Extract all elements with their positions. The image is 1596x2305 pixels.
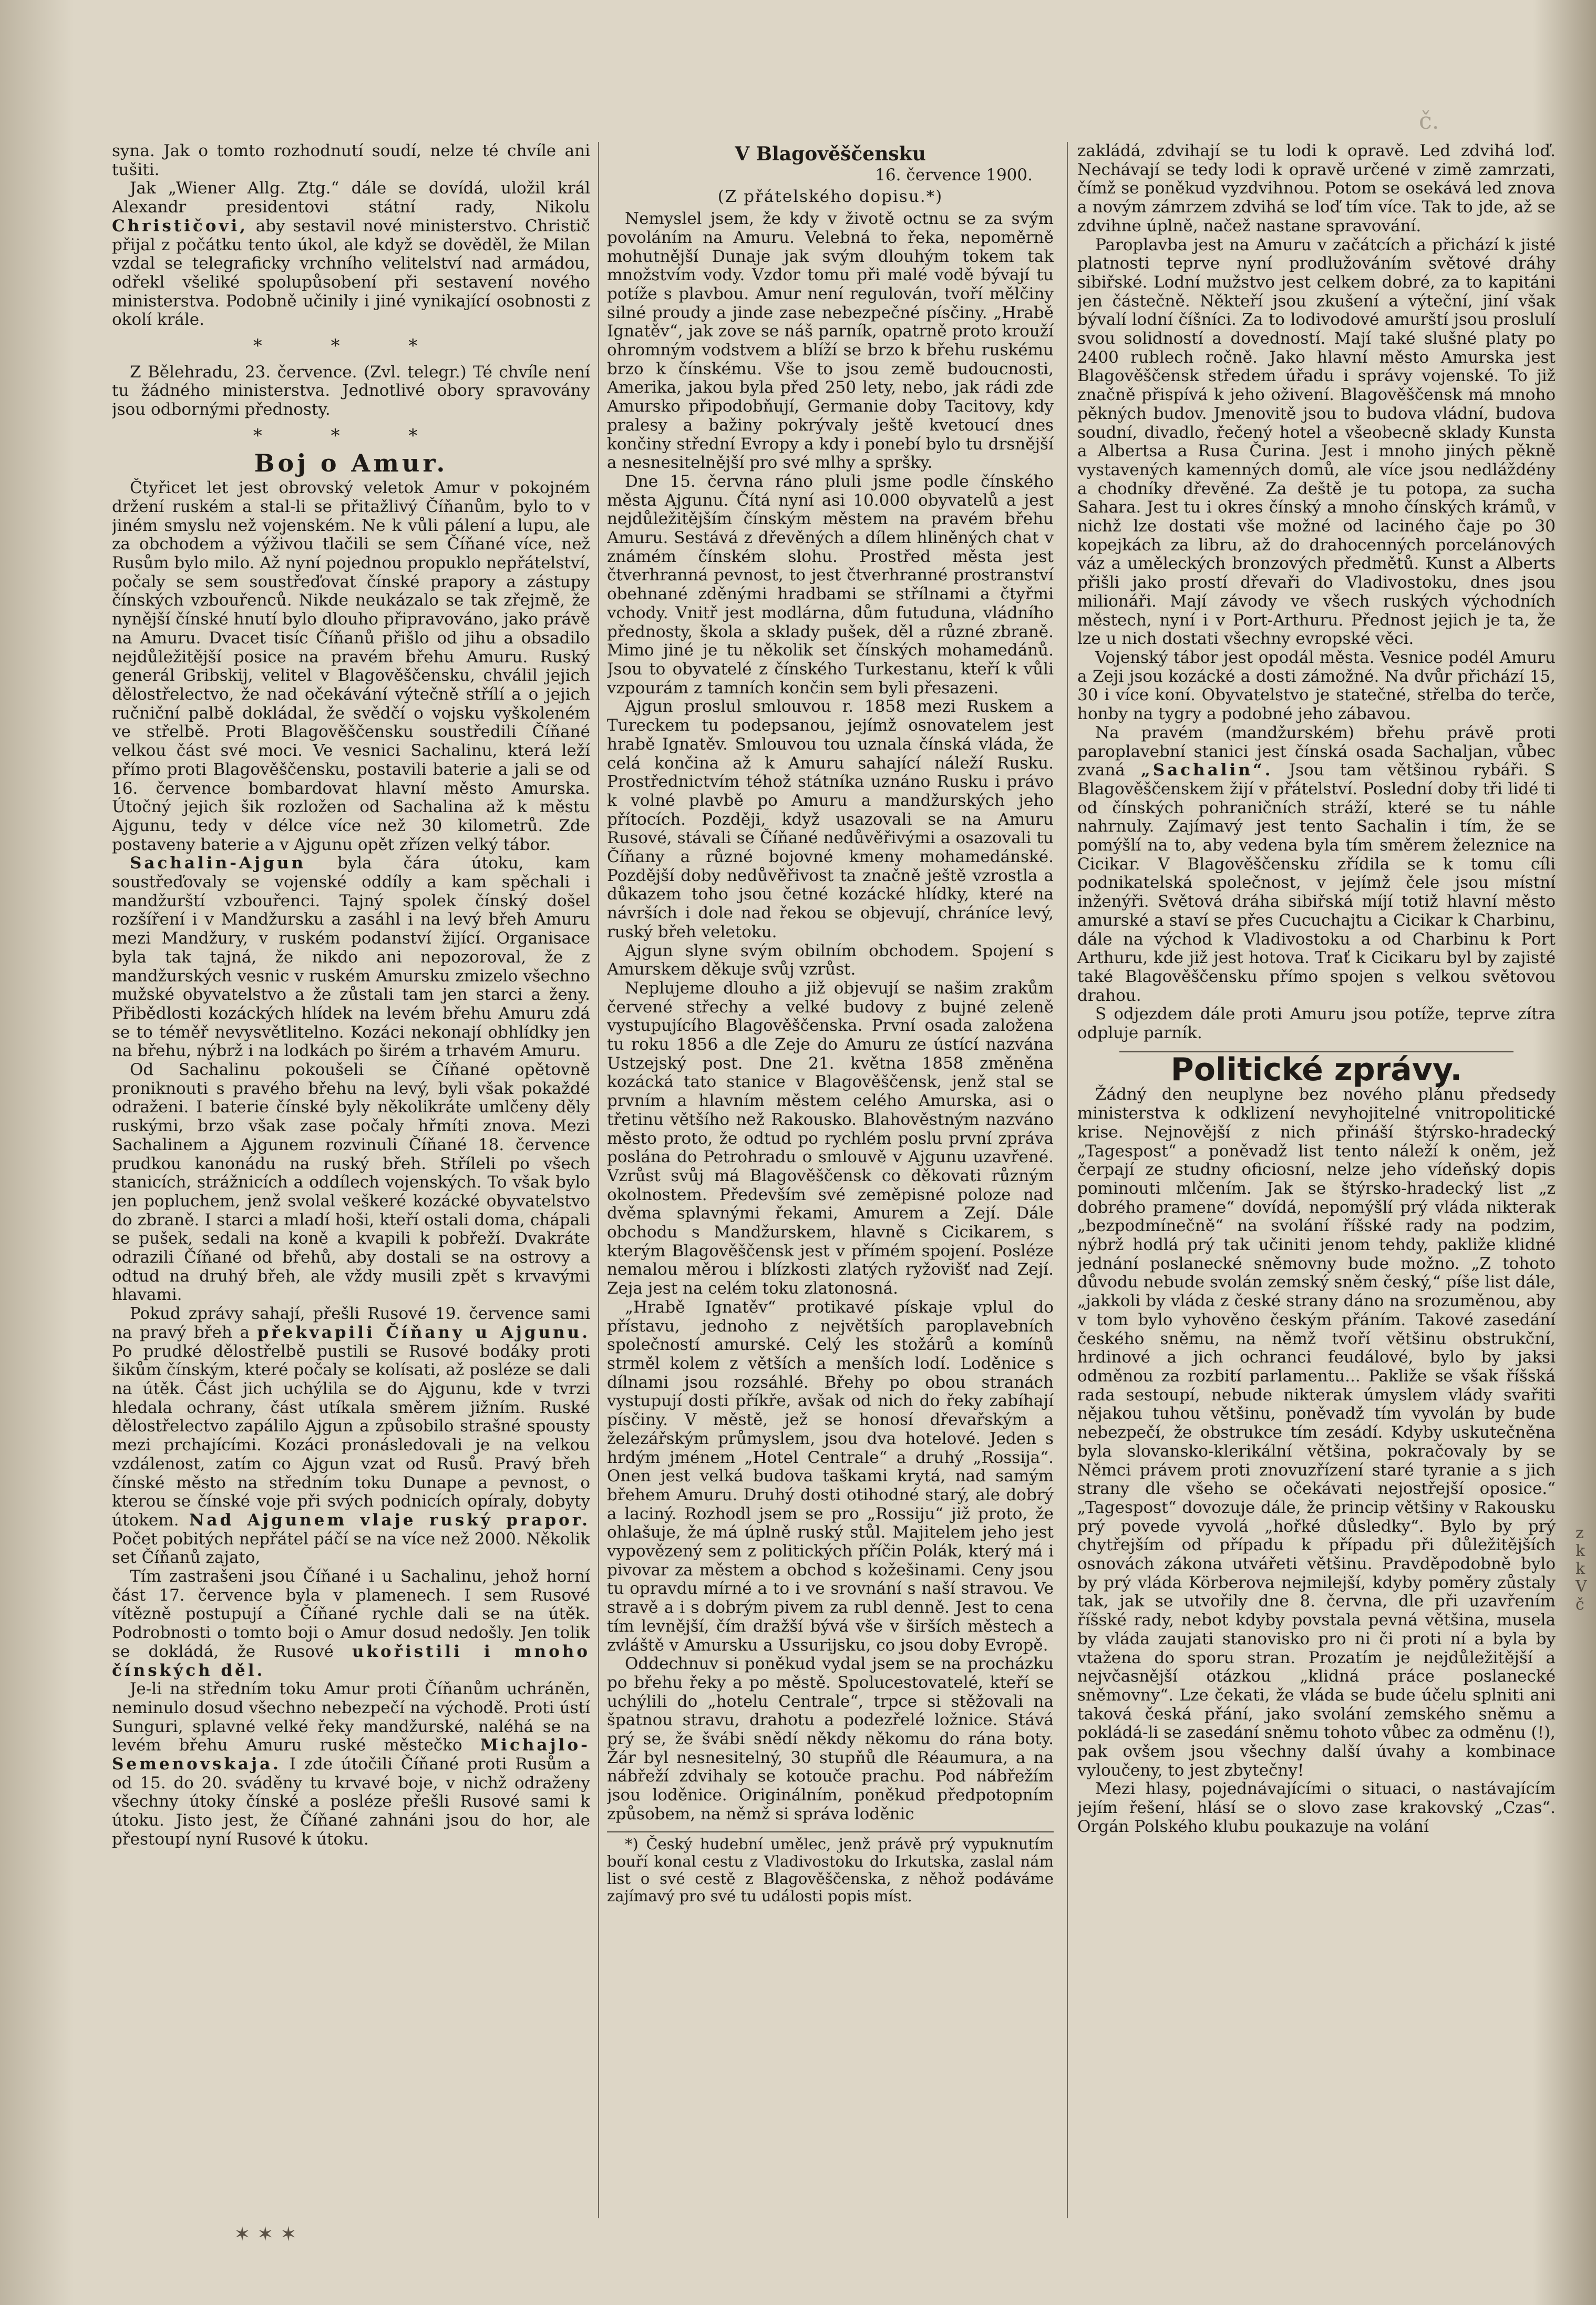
paragraph: Oddechnuv si poněkud vydal jsem se na procházku po břehu řeky a po městě. Spolucestovatelé, kteří se uchýlili do „hotelu Centrale“, trpce si stěžovali na špatnou stravu, drahotu a podezřelé ložnice. Stává prý se, že švábi snědí někdy někomu do rána boty. Žár byl nesnesitelný, 30 stupňů dle Réaumura, a na nábřeží zdvihaly se kotouče prachu. Pod nábřežím jsou loděnice. Originálním, poněkud předpotopním způsobem, na němž si správa loděnic: [607, 1654, 1054, 1823]
spaced-name: Michajlo-Semenovskaja.: [112, 1736, 590, 1774]
spaced-name: „Sachalin“.: [1140, 761, 1273, 780]
paragraph: [112, 1305, 590, 1568]
text-run: Počet pobitých nepřátel páčí se na více než 2000. Několik set Číňanů zajato,: [112, 1529, 590, 1568]
paragraph: Nemyslel jsem, že kdy v životě octnu se za svým povoláním na Amuru. Velebná to řeka, nepoměrně mohutnější Dunaje jak svým dlouhým tokem tak množstvím vody. Vzdor tomu při malé vodě bývají tu potíže s plavbou. Amur není regulován, tvoří mělčiny silné proudy a jinde zase nebezpečné písčiny. „Hrabě Ignatěv“, jak zove se náš parník, opatrně proto krouží ohromným vodstvem a blíží se brzo k břehu ruskému brzo k čínskému. Vše to jsou země budoucnosti, Amerika, jakou byla před 250 lety, nebo, jak rádi zde Amursko připodobňují, Germanie doby Tacitovy, kdy pralesy a bažiny pokrývaly ještě kvetoucí dnes končiny střední Evropy a kdy i ponebí bylo tu drsnější a nesnesitelnější pro své mlhy a spršky.: [607, 209, 1054, 473]
article-heading-blagovescensk: V Blagověščensku: [735, 143, 926, 165]
paragraph: Mezi hlasy, pojednávajícími o situaci, o nastávajícím jejím řešení, hlásí se o slovo zase krakovský „Czas“. Orgán Polského klubu poukazuje na volání: [1077, 1779, 1556, 1836]
spaced-name: Christičovi,: [112, 216, 249, 235]
paragraph: [112, 1568, 590, 1680]
spaced-phrase: Nad Ajgunem vlaje ruský prapor.: [189, 1510, 590, 1530]
section-stars: * * *: [253, 425, 449, 446]
edge-letter: č: [1576, 1595, 1584, 1614]
paragraph: syna. Jak o tomto rozhodnutí soudí, nelze té chvíle ani tušiti.: [112, 142, 590, 179]
edge-cut-letters: [1576, 1524, 1594, 1614]
paragraph: Žádný den neuplyne bez nového plánu předsedy ministerstva k odklizení nevyhojitelné vnitropolitické krise. Nejnovější z nich přináší štýrsko-hradecký „Tagespost“ a poněvadž list tento náleží k oněm, jež čerpají ze studny oficiosní, nelze jeho vídeňský dopis pominouti mlčením. Jak se štýrsko-hradecký list „z dobrého pramene“ dovídá, nepomýšlí prý vláda nikterak „bezpodmínečně“ na svolání říšské rady na podzim, nýbrž hodlá prý tak učiniti jenom tehdy, pakliže klidné jednání poslanecké sněmovny bude možno. „Z tohoto důvodu nebude svolán zemský sněm český,“ píše list dále, „jakkoli by vláda z české strany dáno na srozuměnou, aby v tom bylo vyhověno českým přáním. Takové zasedání českého sněmu, na němž tvoří většinu obstrukční, hrdinové a jich ochranci feudálové, bylo by jaksi odměnou za rozbití parlamentu... Pakliže se však říšská rada sestoupí, nebude nikterak úmyslem vlády svařiti nějakou tuhou většinu, poněvadž tím vyvolán by bude nebezpečí, že obstrukce tím zesádí. Kdyby uskutečněna byla slovansko-klerikální většina, pokračovaly by se Němci právem proti znovuzřízení staré tyranie a s jich strany dle všeho se očekávati nejostřejší oposice.“ „Tagespost“ dovozuje dále, že princip většiny v Rakousku prý povede vyvolá „hořké důsledky“. Bylo by prý chytřejším od případu k případu při důležitějších osnovách zákona utvářeti většinu. Pravděpodobně bylo by prý vláda Körberova nejmilejší, kdyby poměry zůstaly tak, jak se utvořily dne 8. června, dle při uzavřením říšské rady, nebot kdyby povstala pevná většina, musela by vláda zaujati stanovisko pro ni či proti ní a byla by vtažena do sporu stran. Prozatím je nejdůležitější a nejvčasnější otázkou „klidná práce poslanecké sněmovny“. Lze čekati, že vláda se bude účelu splniti ani taková česká přání, jako svolání zemského sněmu a pokládá-li se zasedání sněmu tohoto vůbec za odměnu (!), pak ovšem jsou všechny další úvahy a kombinace vyloučeny, to jest zbytečny!: [1077, 1085, 1556, 1780]
edge-letter: z: [1576, 1524, 1584, 1542]
paragraph: Z Bělehradu, 23. července. (Zvl. telegr.) Té chvíle není tu žádného ministerstva. Jednotlivé obory spravovány jsou odbornými přednosty.: [112, 362, 590, 419]
edge-letter: V: [1576, 1577, 1587, 1596]
footnote: *) Český hudební umělec, jenž právě prý vypuknutím bouří konal cestu z Vladivostoku do Irkutska, zaslal nám list o své cestě z Blagověščenska, z něhož podáváme zajímavý pro své tu události popis míst.: [607, 1831, 1054, 1905]
text-run: I zde útočili Číňané proti Rusům a od 15. do 20. sváděny tu krvavé boje, v nichž odraženy všechny útoky čínské a posléze přešli Rusové sami k útoku. Jisto jest, že Číňané zahnáni jsou do hor, ale přestoupí nyní Rusové k útoku.: [112, 1755, 590, 1849]
spaced-name: Sachalin-Ajgun: [130, 854, 306, 873]
text-run: aby sestavil nové ministerstvo. Christič přijal z počátku tento úkol, ale když se dověděl, že Milan vzdal se telegraficky vrchního velitelství nad armádou, odřekl všeliké spolupůsobení při sestavení nového ministerstva. Podobně učinily i jiné vynikající osobnosti z okolí krále.: [112, 216, 590, 330]
column-3: [1077, 142, 1556, 2239]
section-heading-politicke-zpravy: Politické zprávy.: [1170, 1051, 1463, 1088]
paragraph: [112, 179, 590, 330]
column-rule-2: [1067, 142, 1068, 2218]
paragraph: Vojenský tábor jest opodál města. Vesnice podél Amuru a Zeji jsou kozácké a dosti zámožné. Na dvůr přichází 15, 30 i více koní. Obyvatelstvo je statečné, střelba do terče, honby na tygry a podobné jeho zábavou.: [1077, 648, 1556, 724]
column-2: [607, 142, 1054, 2239]
text-run: Je-li na středním toku Amur proti Číňanům uchráněn, neminulo dosud všechno nebezpečí na východě. Proti ústí Sunguri, splavné velké řeky mandžurské, naléhá se na levém břehu Amuru ruské městečko: [112, 1679, 590, 1755]
paragraph: Čtyřicet let jest obrovský veletok Amur v pokojném držení ruském a stal-li se přitažlivý Číňanům, bylo to v jiném smyslu než vojenském. Ne k vůli pálení a lupu, ale za obchodem a výživou tlačili se sem Číňané více, než Rusům bylo milo. Až nyní pojednou propuklo nepřátelství, počaly se sem soustřeďovat čínské prapory a zástupy čínských vzbouřenců. Nikde neukázalo se tak zřejmě, že nynější čínské hnutí bylo dlouho připravováno, jako právě na Amuru. Dvacet tisíc Číňanů přišlo od jihu a obsadilo nejdůležitější posice na pravém břehu Amuru. Ruský generál Gribskij, velitel v Blagověščensku, chválil jejich dělostřelectvo, že nad očekávání výtečně střílí a o jejich ručniční palbě dokládal, že svědčí o vojsku vyškoleném ve střelbě. Proti Blagověščensku soustředili Číňané velkou část své moci. Ve vesnici Sachalinu, která leží přímo proti Blagověščensku, postavili baterie a jali se od 16. července bombardovat hlavní město Amurska. Útočný jejich šik rozložen od Sachalina až k městu Ajgunu, tedy v délce více než 30 kilometrů. Zde postaveny baterie a v Ajgunu opět zřízen velký tábor.: [112, 478, 590, 854]
paragraph: Od Sachalinu pokoušeli se Číňané opětovně proniknouti s pravého břehu na levý, byli však pokaždé odraženi. I baterie čínské byly několikráte umlčeny děly ruskými, brzo však zase počaly hřmíti znova. Mezi Sachalinem a Ajgunem rozvinuli Číňané 18. července prudkou kanonádu na ruský břeh. Stříleli po všech stanicích, strážnicích a oddílech vojenských. To však bylo jen popluchem, jenž svolal veškeré kozácké obyvatelstvo do zbraně. I starci a mladí hoši, kteří ostali doma, chápali se pušek, sedali na koně a kvapili k pobřeží. Dvakráte odrazili Číňané od břehů, aby dostali se na ostrovy a odtud na druhý břeh, ale vždy musili zpět s krvavými hlavami.: [112, 1060, 590, 1305]
spaced-phrase: ukořistili i mnoho čínských děl.: [112, 1642, 590, 1680]
paragraph: [112, 1680, 590, 1849]
spaced-phrase: překvapili Číňany u Ajgunu.: [257, 1323, 590, 1342]
text-run: Jsou tam většinou rybáři. S Blagověščenskem žijí v přátelství. Poslední doby tři lidé ti od čínských pohraničních stráží, které se tu náhle nahrnuly. Zajímavý jest tento Sachalin i tím, že se pomýšlí na to, aby vedena byla tím směrem železnice na Cicikar. V Blagověščensku zřídila se k tomu cíli podnikatelská společnost, v jejímž čele jsou místní inženýři. Světová dráha sibiřská míjí totiž hlavní město amurské a staví se přes Cucuchajtu a Cicikar k Charbinu, dále na východ k Vladivostoku a od Charbinu k Port Arthuru, kde již jest hotova. Trať k Cicikaru byl by zajisté také Blagověščensku přímo spojen s velkou světovou drahou.: [1077, 761, 1556, 1005]
paragraph: zakládá, zdvihají se tu lodi k opravě. Led zdvihá loď. Nechávají se tedy lodi k opravě určené v zimě zamrzati, čímž se poněkud vyzdvihnou. Potom se osekává led znova a novým zámrzem zdvihá se loď tím více. Tak to jde, až se zdvihne úplně, načež nastane spravování.: [1077, 142, 1556, 235]
paragraph: S odjezdem dále proti Amuru jsou potíže, teprve zítra odpluje parník.: [1077, 1005, 1556, 1043]
section-stars: * * *: [253, 335, 449, 357]
text-run: Jak „Wiener Allg. Ztg.“ dále se dovídá, uložil král Alexandr presidentovi státní rady, Nikolu: [112, 179, 590, 217]
paragraph: Ajgun proslul smlouvou r. 1858 mezi Ruskem a Tureckem tu podepsanou, jejímž osnovatelem jest hrabě Ignatěv. Smlouvou tou uznala čínská vláda, že celá končina až k Amuru sahající náleží Rusku. Prostřednictvím téhož státníka uznáno Rusku i právo k volné plavbě po Amuru a mandžurských jeho přítocích. Později, když usazovali se na Amuru Rusové, stávali se Číňané nedůvěřivými a osazovali tu Číňany a různé bojovné kmeny mohamedánské. Pozdější doby nedůvěřivost ta značně ještě vzrostla a důkazem toho jsou četné kozácké hlídky, které na návrších i dole nad řekou se objevují, chráníce levý, ruský břeh veletoku.: [607, 697, 1054, 941]
faded-page-header: [1419, 108, 1513, 145]
paragraph: Paroplavba jest na Amuru v začátcích a přichází k jisté platnosti teprve nyní prodlužováním světové dráhy sibiřské. Lodní mužstvo jest celkem dobré, za to kapitáni jen částečně. Někteří jsou zkušení a výteční, jiní však bývalí lodní číšníci. Za to lodivodové amurští jsou proslulí svou solidností a dovedností. Mají také slušné platy po 2400 rublech ročně. Jako hlavní město Amurska jest Blagověščensk středem úřadu i správy vojenské. To již značně přispívá k jeho oživení. Blagověščensk má mnoho pěkných budov. Jmenovitě jsou to budova vládní, budova soudní, divadlo, řečený hotel a všeobecně sklady Kunsta a Albertsa a Rusa Čurina. Jest i mnoho jiných pěkně vystavených kamenných domů, ale více jsou nedláždény a chodníky dřevěné. Za deště je tu potopa, za sucha Sahara. Jest tu i okres čínský a mnoho čínských krámů, v nichž lze dostati vše možné od laciného čaje po 30 kopejkách za libru, až do drahocenných porcelánových váz a uměleckých bronzových předmětů. Kunst a Alberts přišli jako prostí dřevaři do Vladivostoku, dnes jsou milionáři. Mají závody ve všech ruských východních městech, nyní i v Port-Arthuru. Přednost jejich je ta, že lze u nich dostati všechny evropské věci.: [1077, 235, 1556, 649]
faded-header-left: č.: [1419, 108, 1439, 135]
text-run: Na pravém (mandžurském) břehu právě proti paroplavební stanici jest čínská osada Sachaljan, vůbec zvaná: [1077, 723, 1556, 780]
edge-letter: k: [1576, 1560, 1585, 1578]
paragraph: Ajgun slyne svým obilním obchodem. Spojení s Amurskem děkuje svůj vzrůst.: [607, 941, 1054, 979]
paragraph: Dne 15. června ráno pluli jsme podle čínského města Ajgunu. Čítá nyní asi 10.000 obyvatelů a jest nejdůležitějším čínským městem na pravém břehu Amuru. Sestává z dřevěných a dílem hliněných chat v známém čínském slohu. Prostřed města jest čtverhranná pevnost, to jest čtverhranné prostranství obehnané zděnými hradbami se střílnami a čtyřmi vchody. Vnitř jest modlárna, dům futuduna, vládního přednosty, škola a sklady pušek, děl a různé zbraně. Mimo jiné je tu několik set čínských mohamedánů. Jsou to obyvatelé z čínského Turkestanu, kteří k vůli vzpourám z tamních končin sem byli přesazeni.: [607, 472, 1054, 698]
paragraph: [112, 854, 590, 1061]
article-subheading: (Z přátelského dopisu.*): [717, 187, 943, 207]
text-run: Tím zastrašeni jsou Číňané i u Sachalinu, jehož horní část 17. července byla v plamenech. I sem Rusové vítězně postupují a Číňané rychle dali se na útěk. Podrobnosti o tomto boji o Amur dosud nedošly. Jen tolik se dokládá, že Rusové: [112, 1567, 590, 1661]
column-rule-1: [598, 142, 599, 2218]
paragraph: [1077, 724, 1556, 1006]
page-shadow-left: [0, 0, 74, 2305]
text-run: Po prudké dělostřelbě pustili se Rusové bodáky proti šikům čínským, které počaly se kolísati, až posléze se dali na útěk. Část jich uchýlila se do Ajgunu, kde v tvrzi hledala ochrany, část utíkala směrem jižním. Ruské dělostřelectvo zapálilo Ajgun a způsobilo strašné spousty mezi prchajícími. Kozáci pronásledovali je na velkou vzdálenost, zatím co Ajgun vzat od Rusů. Pravý břeh čínské město na středním toku Dunape a pevnost, o kterou se čínské voje při svých podnicích opíraly, dobyty útokem.: [112, 1341, 590, 1530]
bottom-ornament: ✶ ✶ ✶: [234, 2222, 297, 2246]
edge-letter: k: [1576, 1542, 1585, 1560]
text-run: Pokud zprávy sahají, přešli Rusové 19. července sami na pravý břeh a: [112, 1304, 590, 1342]
text-run: byla čára útoku, kam soustřeďovaly se vojenské oddíly a kam spěchali i mandžurští vzbouřenci. Tajný spolek čínský došel rozšíření i v Mandžursku a zasáhl i na levý břeh Amuru mezi Mandžury, v ruském podanství žijící. Organisace byla tak tajná, že nikdo ani nepozoroval, že z mandžurských vesnic v ruském Amursku zmizelo všechno mužské obyvatelstvo a že zůstali tam jen starci a ženy. Přibědlosti kozáckých hlídek na levém břehu Amuru zdá se to téměř nevysvětlitelno. Kozáci nekonají obhlídky jen na břehu, nýbrž i na lodkách po širém a trhavém Amuru.: [112, 854, 590, 1061]
dateline: 16. července 1900.: [875, 165, 1033, 185]
article-heading-boj-o-amur: Boj o Amur.: [254, 448, 448, 477]
paragraph: „Hrabě Ignatěv“ protikavé pískaje vplul do přístavu, jednoho z největších paroplavebních společností amurské. Celý les stožárů a komínů strměl kolem z větších a menších lodí. Loděnice s dílnami jsou rozsáhlé. Břehy po obou stranách vystupují dosti příkře, avšak od nich do řeky zabíhají písčiny. V městě, jež se honosí dřevařským a železářským průmyslem, jsou dva hotelové. Jeden s hrdým jménem „Hotel Centrale“ a druhý „Rossija“. Onen jest velká budova taškami krytá, nad samým břehem Amuru. Druhý dosti otihodné starý, ale dobrý a laciný. Rozhodl jsem se pro „Rossiju“ již proto, že ohlašuje, že má úplně ruský stůl. Majitelem jeho jest vypovězený sem z politických příčin Polák, který má i pivovar za městem a obchod s kožešinami. Ceny jsou tu opravdu mírné a to i ve srovnání s naší stravou. Ve stravě a i s dobrým pivem za rubl denně. Jest to cena tím levnější, čím dražší bývá vše v širších městech a zvláště v Amursku a Ussurijsku, co jsou doby Evropě.: [607, 1297, 1054, 1655]
column-1: [112, 142, 590, 2239]
paragraph: Neplujeme dlouho a již objevují se našim zrakům červené střechy a velké budovy z bujné zeleně vystupujícího Blagověščenska. První osada založena tu roku 1856 a dle Zeje do Amuru ze ústící nazvána Ustzejský post. Dne 21. května 1858 změněna kozácká tato stanice v Blagověščensk, jenž stal se prvním a hlavním městem celého Amurska, asi o třetinu většího než Rakousko. Blahověstným nazváno město proto, že odtud po rychlém poslu první zpráva poslána do Petrohradu o smlouvě v Ajgunu uzavřené. Vzrůst svůj má Blagověščensk co děkovati různým okolnostem. Především své zeměpisné poloze nad dvěma splavnými řekami, Amurem a Zejí. Dále obchodu s Mandžurskem, hlavně s Cicikarem, s kterým Blagověščensk jest v přímém spojení. Posléze nemalou měrou i blízkosti zlatých ryžovišť nad Zejí. Zeja jest na celém toku zlatonosná.: [607, 978, 1054, 1298]
